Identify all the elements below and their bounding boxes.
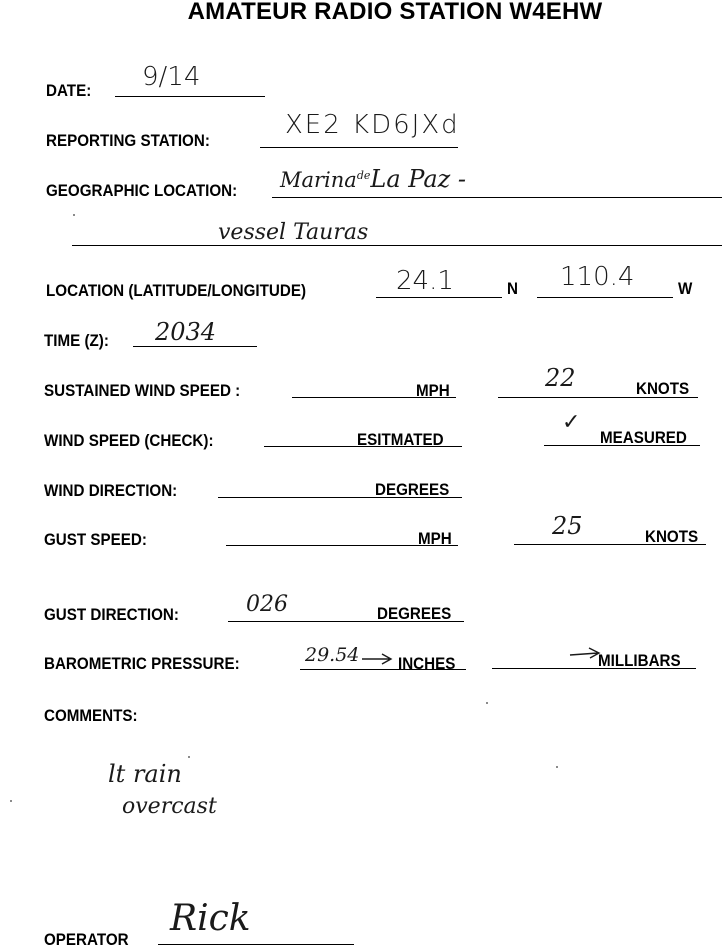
- estimated-label: ESITMATED: [357, 431, 444, 449]
- inches-label: INCHES: [398, 655, 456, 673]
- time-underline: [133, 346, 257, 347]
- wind-speed-check-label: WIND SPEED (CHECK):: [44, 432, 214, 450]
- sustained-knots-label: KNOTS: [636, 380, 690, 398]
- form-title: AMATEUR RADIO STATION W4EHW: [187, 0, 603, 25]
- geographic-location-underline: [272, 197, 722, 198]
- scan-speck: [73, 214, 75, 216]
- scan-speck: [486, 702, 488, 704]
- wind-direction-degrees-label: DEGREES: [375, 481, 450, 499]
- geographic-location-underline-2: [72, 245, 722, 246]
- longitude-value: 110.4: [560, 262, 635, 292]
- measured-check-mark: ✓: [562, 410, 581, 435]
- arrow-right-icon: [360, 652, 394, 666]
- millibars-label: MILLIBARS: [598, 652, 681, 670]
- sustained-wind-label: SUSTAINED WIND SPEED :: [44, 382, 241, 400]
- gust-direction-degrees-label: DEGREES: [377, 605, 452, 623]
- reporting-station-value: XE2 KD6JXd: [285, 110, 460, 140]
- time-value: 2034: [155, 318, 217, 346]
- north-label: N: [507, 280, 518, 298]
- latitude-value: 24.1: [396, 266, 454, 296]
- date-label: DATE:: [46, 82, 92, 100]
- west-label: W: [678, 280, 693, 298]
- gust-knots-label: KNOTS: [645, 528, 699, 546]
- geographic-location-label: GEOGRAPHIC LOCATION:: [46, 182, 238, 200]
- gust-speed-label: GUST SPEED:: [44, 531, 147, 549]
- scan-speck: [556, 766, 558, 768]
- sustained-mph-label: MPH: [416, 382, 450, 400]
- comments-label: COMMENTS:: [44, 707, 138, 725]
- scan-speck: [10, 800, 12, 802]
- gust-direction-label: GUST DIRECTION:: [44, 606, 179, 624]
- measured-label: MEASURED: [600, 429, 687, 447]
- gust-direction-value: 026: [246, 592, 288, 617]
- operator-underline: [158, 944, 354, 945]
- operator-label: OPERATOR: [44, 931, 129, 949]
- comments-line-1: lt rain: [108, 760, 182, 788]
- wind-direction-label: WIND DIRECTION:: [44, 482, 178, 500]
- geographic-location-value-2: vessel Tauras: [218, 220, 369, 245]
- latitude-underline: [376, 297, 502, 298]
- reporting-station-underline: [260, 147, 458, 148]
- operator-signature: Rick: [170, 898, 251, 939]
- gust-knots-value: 25: [552, 512, 583, 540]
- longitude-underline: [537, 297, 673, 298]
- scan-speck: [188, 756, 190, 758]
- location-label: LOCATION (LATITUDE/LONGITUDE): [46, 282, 307, 300]
- date-value: 9/14: [142, 62, 201, 92]
- date-underline: [115, 96, 265, 97]
- time-label: TIME (Z):: [44, 332, 109, 350]
- arrow-right-icon: [568, 645, 602, 661]
- comments-line-2: overcast: [122, 794, 217, 819]
- gust-mph-label: MPH: [418, 530, 452, 548]
- barometric-label: BAROMETRIC PRESSURE:: [44, 655, 240, 673]
- sustained-knots-value: 22: [545, 364, 576, 392]
- barometric-inches-value: 29.54: [305, 644, 360, 666]
- geographic-location-value-1: Marina$^{de}$La Paz -: [280, 165, 467, 193]
- reporting-station-label: REPORTING STATION:: [46, 132, 210, 150]
